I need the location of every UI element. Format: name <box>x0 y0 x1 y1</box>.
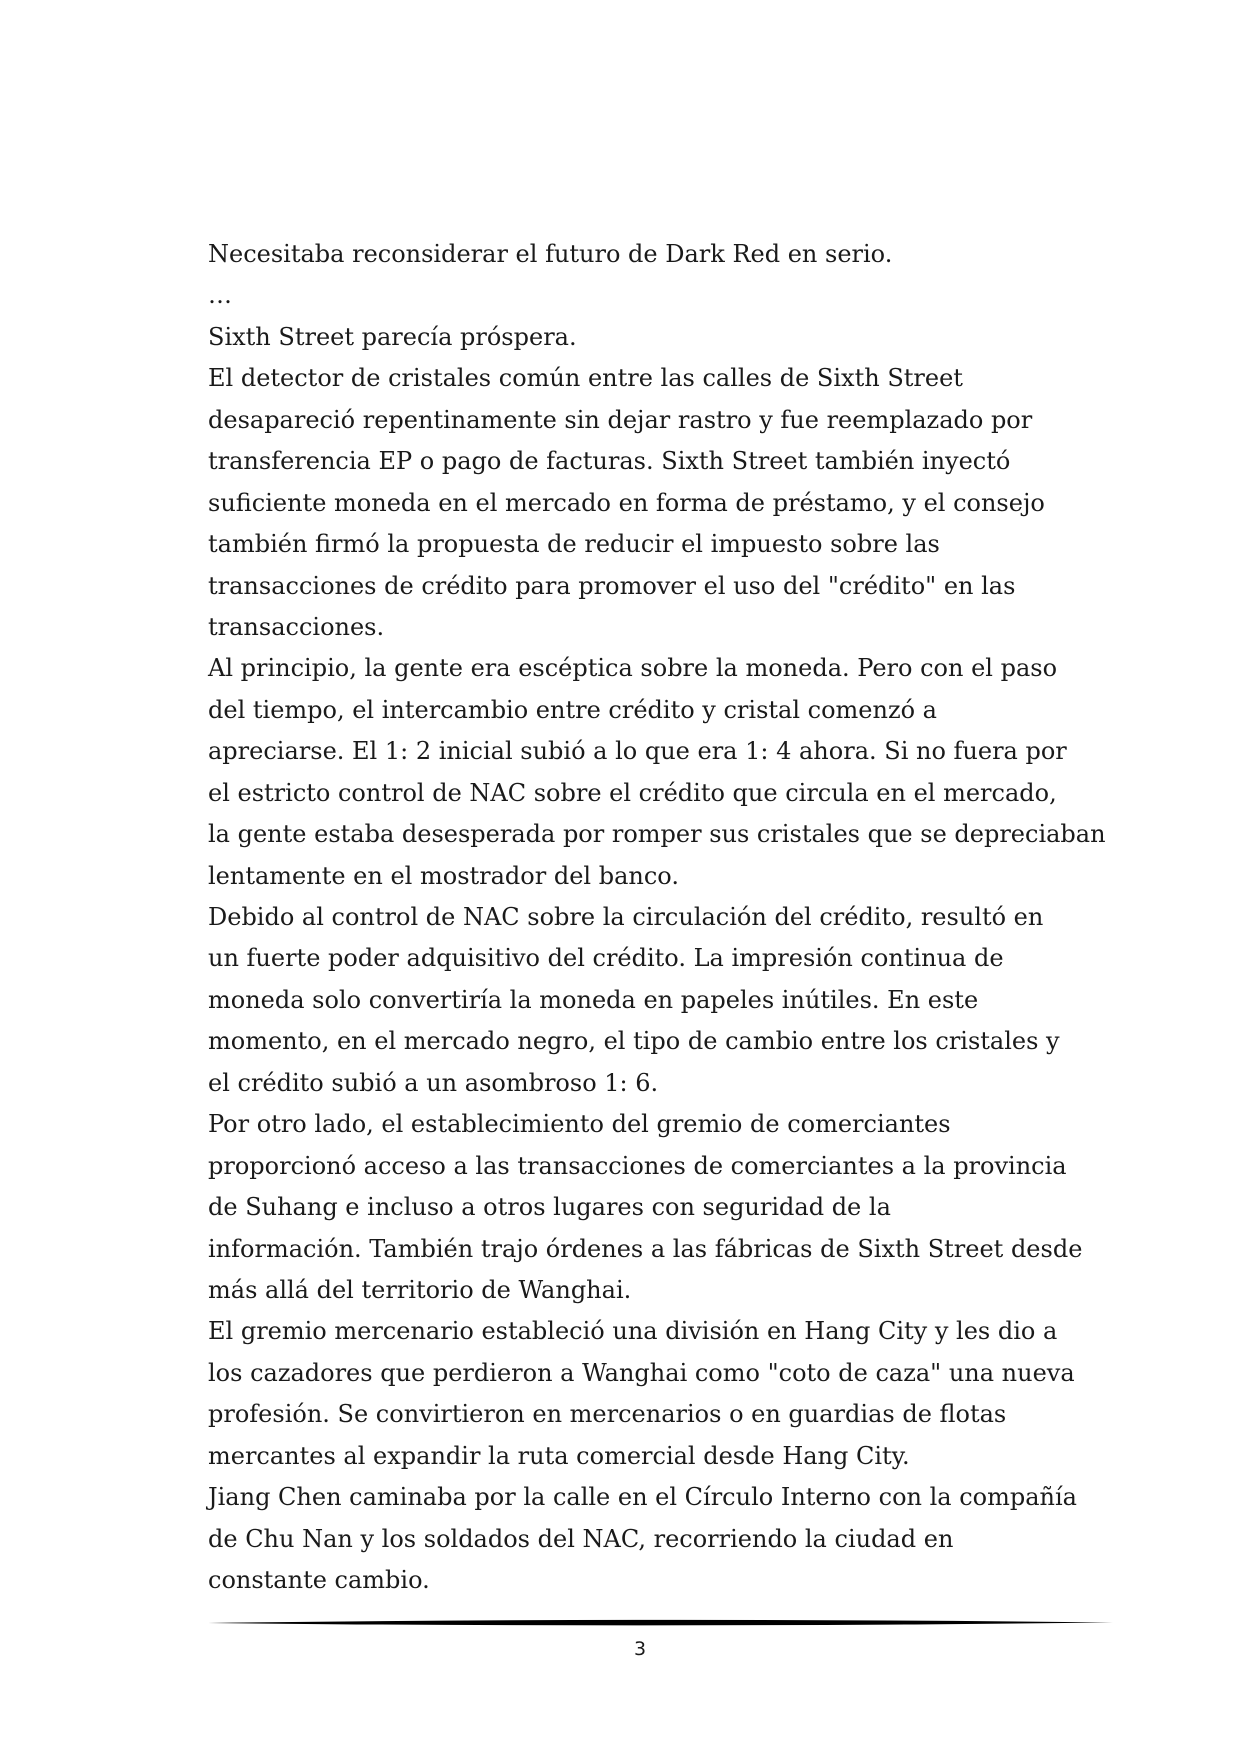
text-line: El detector de cristales común entre las calles de Sixth Street <box>208 364 963 393</box>
text-line: el estricto control de NAC sobre el crédito que circula en el mercado, <box>208 778 1057 807</box>
text-line: los cazadores que perdieron a Wanghai como "coto de caza" una nueva <box>208 1358 1075 1387</box>
text-line: información. También trajo órdenes a las fábricas de Sixth Street desde <box>208 1234 1083 1263</box>
text-line: moneda solo convertiría la moneda en papeles inútiles. En este <box>208 985 979 1014</box>
text-line: transferencia EP o pago de facturas. Sixth Street también inyectó <box>208 447 1011 476</box>
text-line: constante cambio. <box>208 1566 430 1594</box>
text-line: desapareció repentinamente sin dejar rastro y fue reemplazado por <box>208 405 1033 434</box>
text-line: la gente estaba desesperada por romper sus cristales que se depreciaban <box>208 820 1106 849</box>
text-line: Por otro lado, el establecimiento del gremio de comerciantes <box>208 1110 951 1139</box>
text-line: transacciones. <box>208 612 385 641</box>
text-line: más allá del territorio de Wanghai. <box>208 1275 632 1304</box>
text-line: El gremio mercenario estableció una división en Hang City y les dio a <box>208 1317 1058 1346</box>
body-text <box>208 234 1106 1601</box>
text-line: mercantes al expandir la ruta comercial desde Hang City. <box>208 1441 910 1470</box>
text-line: profesión. Se convirtieron en mercenarios o en guardias de flotas <box>208 1400 1007 1429</box>
text-line: Sixth Street parecía próspera. <box>208 322 577 351</box>
text-line: Debido al control de NAC sobre la circulación del crédito, resultó en <box>208 903 1044 931</box>
text-line: del tiempo, el intercambio entre crédito y cristal comenzó a <box>208 695 937 724</box>
text-line: Al principio, la gente era escéptica sobre la moneda. Pero con el paso <box>208 654 1058 683</box>
text-line: … <box>208 281 232 310</box>
text-line: también firmó la propuesta de reducir el impuesto sobre las <box>208 530 940 559</box>
text-line: suficiente moneda en el mercado en forma de préstamo, y el consejo <box>208 488 1045 517</box>
page-number: 3 <box>633 1638 647 1660</box>
text-line: apreciarse. El 1: 2 inicial subió a lo que era 1: 4 ahora. Si no fuera por <box>208 737 1067 766</box>
footer-divider-stroke <box>208 1620 1113 1626</box>
text-line: momento, en el mercado negro, el tipo de cambio entre los cristales y <box>208 1027 1060 1056</box>
footer-divider <box>208 1617 1113 1629</box>
text-line: un fuerte poder adquisitivo del crédito. La impresión continua de <box>208 944 1004 973</box>
text-line: el crédito subió a un asombroso 1: 6. <box>208 1068 659 1097</box>
text-line: proporcionó acceso a las transacciones de comerciantes a la provincia <box>208 1151 1067 1180</box>
text-line: Jiang Chen caminaba por la calle en el Círculo Interno con la compañía <box>208 1483 1077 1512</box>
text-line: Necesitaba reconsiderar el futuro de Dark Red en serio. <box>208 240 893 268</box>
text-line: de Chu Nan y los soldados del NAC, recorriendo la ciudad en <box>208 1524 954 1553</box>
text-line: de Suhang e incluso a otros lugares con seguridad de la <box>208 1193 891 1222</box>
text-line: lentamente en el mostrador del banco. <box>208 861 679 890</box>
text-line: transacciones de crédito para promover el uso del "crédito" en las <box>208 571 1016 600</box>
